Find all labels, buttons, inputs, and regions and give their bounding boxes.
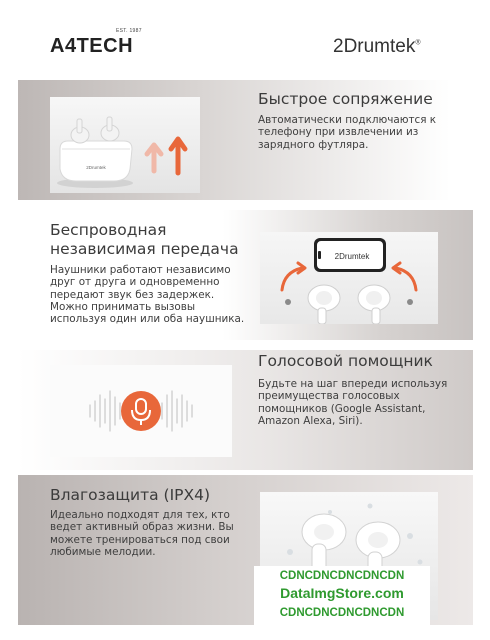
feature-title-wireless-transmission: Беспроводная независимая передача [50, 221, 239, 258]
watermark [254, 566, 430, 634]
voice-waveform-illustration [50, 365, 232, 457]
case-brand-text: 2Drumtek [86, 165, 106, 170]
feature-desc-voice-assistant: Будьте на шаг впереди используя преимущества голосовых помощников (Google Assistant, Amazon Alexa, Siri). [258, 378, 448, 427]
feature-title-voice-assistant: Голосовой помощник [258, 352, 433, 370]
phone-earbuds-image [260, 232, 438, 324]
feature-title-fast-pairing: Быстрое сопряжение [258, 90, 433, 108]
watermark-row-bottom: CDNCDNCDNCDNCDN [279, 607, 405, 619]
up-arrow-icon [171, 139, 185, 173]
registered-mark: ® [415, 39, 421, 47]
a4tech-est-label: EST. 1987 [116, 28, 142, 34]
a4tech-logo [50, 28, 142, 58]
voice-assistant-image [50, 365, 232, 457]
up-arrow-icon [147, 145, 161, 171]
feature-title-water-resistance: Влагозащита (IPX4) [50, 486, 211, 504]
touch-indicator-icon [285, 299, 291, 305]
a4tech-logo-text: A4TECH [50, 35, 134, 57]
phone-earbuds-illustration [260, 232, 438, 324]
watermark-main: DataImgStore.com [280, 585, 404, 601]
feature-desc-water-resistance: Идеально подходят для тех, кто ведет активный образ жизни. Вы можете тренироваться под свои любимые мелодии. [50, 509, 234, 558]
charging-case-image [50, 97, 200, 193]
drumtek-logo-text: 2Drumtek [333, 36, 416, 57]
charging-case-illustration [50, 97, 200, 193]
watermark-row-top: CDNCDNCDNCDNCDN [279, 570, 405, 582]
feature-desc-wireless-transmission: Наушники работают независимо друг от друга и одновременно передают звук без задержек. Можно принимать вызовы используя один или оба наушника. [50, 264, 245, 326]
touch-indicator-icon [407, 299, 413, 305]
drumtek-logo [333, 36, 421, 58]
phone-screen-label: 2Drumtek [334, 252, 370, 261]
feature-desc-fast-pairing: Автоматически подключаются к телефону при извлечении из зарядного футляра. [258, 114, 437, 151]
